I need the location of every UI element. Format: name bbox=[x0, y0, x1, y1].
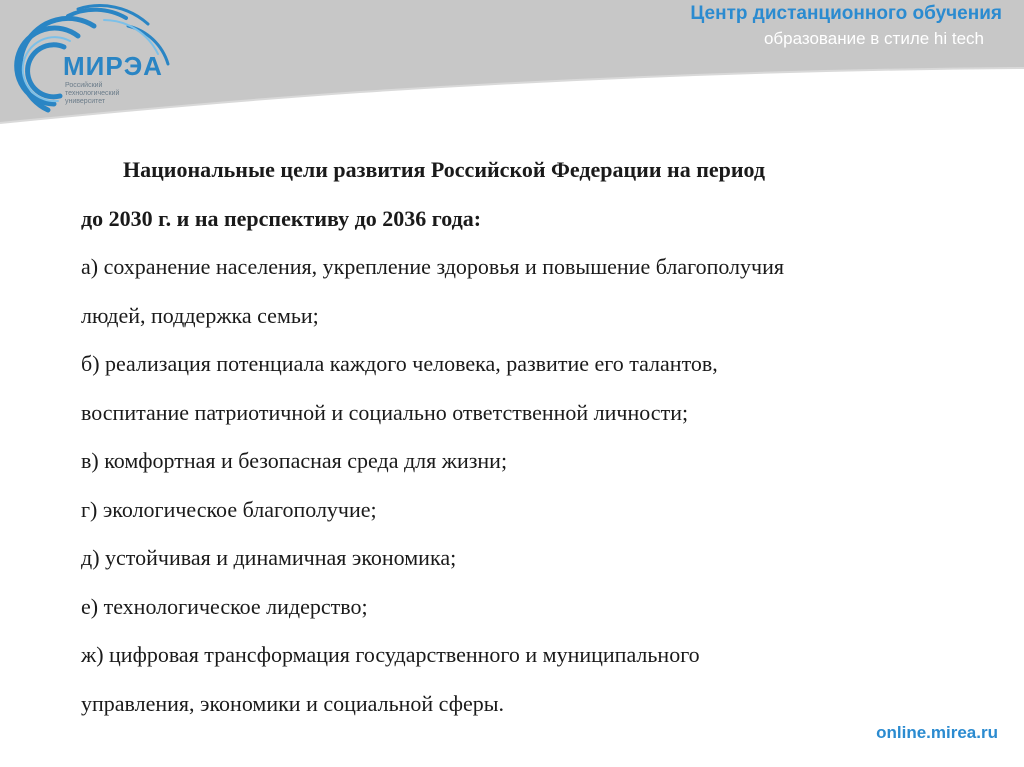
slide-content bbox=[81, 146, 961, 728]
heading-line-2: до 2030 г. и на перспективу до 2036 года: bbox=[81, 205, 482, 231]
goal-line: в) комфортная и безопасная среда для жизни; bbox=[81, 448, 508, 473]
heading-line-1: Национальные цели развития Российской Федерации на период bbox=[123, 157, 766, 182]
center-title: Центр дистанционного обучения bbox=[690, 3, 1002, 24]
goal-line: людей, поддержка семьи; bbox=[81, 302, 319, 328]
goal-line: г) экологическое благополучие; bbox=[81, 496, 377, 522]
mirea-logo bbox=[8, 4, 188, 114]
goal-line: б) реализация потенциала каждого человека, развитие его талантов, bbox=[81, 351, 718, 376]
goal-line: а) сохранение населения, укрепление здоровья и повышение благополучия bbox=[81, 254, 784, 279]
goal-line: д) устойчивая и динамичная экономика; bbox=[81, 545, 457, 570]
goal-line: воспитание патриотичной и социально ответственной личности; bbox=[81, 399, 689, 425]
goal-line: е) технологическое лидерство; bbox=[81, 593, 368, 619]
header bbox=[0, 0, 1024, 125]
footer-url-link[interactable]: online.mirea.ru bbox=[876, 723, 998, 742]
logo-subtitle: Российский технологический университет bbox=[65, 82, 120, 105]
logo-text: МИРЭА bbox=[63, 51, 163, 81]
goal-line: ж) цифровая трансформация государственного и муниципального bbox=[81, 642, 700, 667]
goal-line: управления, экономики и социальной сферы. bbox=[81, 690, 505, 716]
center-tagline: образование в стиле hi tech bbox=[763, 29, 984, 48]
